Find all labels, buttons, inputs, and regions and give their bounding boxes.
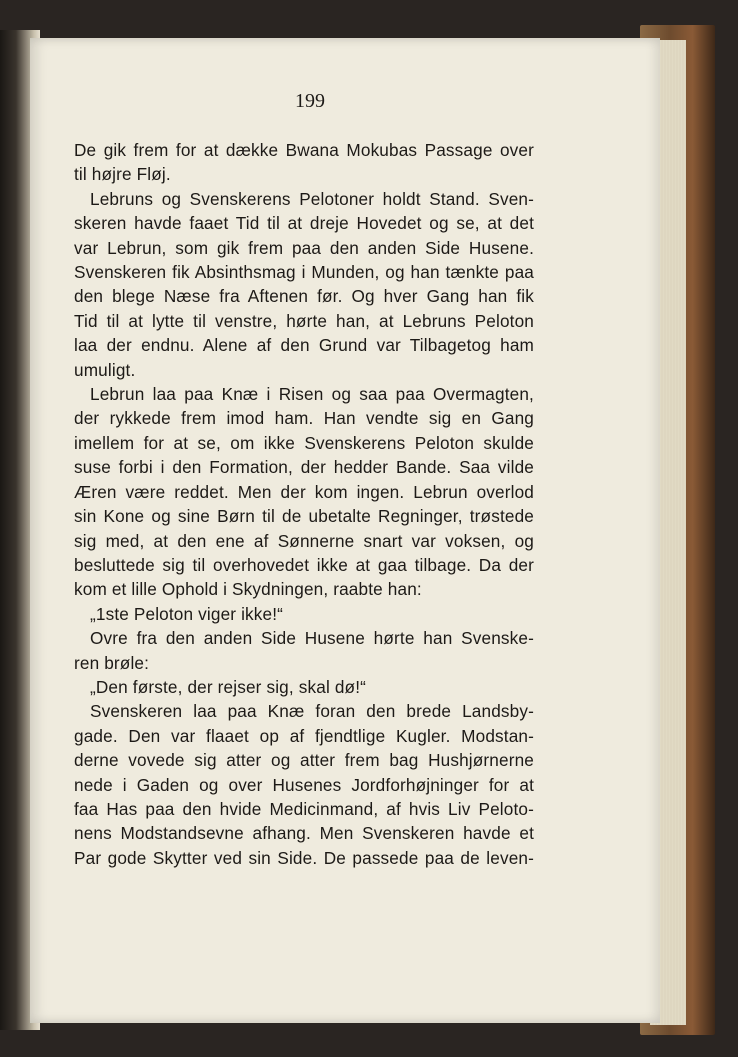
body-text [74,138,534,870]
text-line: kom et lille Ophold i Skydningen, raabte han: [74,579,422,600]
text-line: den blege Næse fra Aftenen før. Og hver Gang han fik [74,286,534,307]
text-line: De gik frem for at dække Bwana Mokubas Passage over [74,140,534,160]
text-line: Æren være reddet. Men der kom ingen. Lebrun overlod [74,481,534,502]
text-line: „1ste Peloton viger ikke!“ [90,603,284,624]
text-line: „Den første, der rejser sig, skal dø!“ [90,676,366,697]
text-line: sig med, at den ene af Sønnerne snart var voksen, og [74,530,534,551]
text-line: til højre Fløj. [74,164,171,185]
text-line: Par gode Skytter ved sin Side. De passede paa de leven- [74,847,534,868]
text-line: umuligt. [74,359,136,380]
text-line: Lebruns og Svenskerens Pelotoner holdt Stand. Sven- [90,188,534,209]
text-line: suse forbi i den Formation, der hedder Bande. Saa vilde [74,457,534,478]
text-line: der rykkede frem imod ham. Han vendte sig en Gang [74,408,534,429]
text-line: Svenskeren fik Absinthsmag i Munden, og han tænkte paa [74,262,534,283]
text-line: nede i Gaden og over Husenes Jordforhøjninger for at [74,774,534,795]
text-line: skeren havde faaet Tid til at dreje Hovedet og se, at det [74,213,534,234]
text-line: Ovre fra den anden Side Husene hørte han Svenske- [90,628,534,649]
text-line: derne vovede sig atter og atter frem bag Hushjørnerne [74,750,534,771]
text-line: faa Has paa den hvide Medicinmand, af hvis Liv Peloto- [74,798,534,819]
text-line: var Lebrun, som gik frem paa den anden Side Husene. [74,237,534,258]
text-line: ren brøle: [74,652,150,673]
text-line: Svenskeren laa paa Knæ foran den brede Landsby- [90,701,534,722]
book-page [30,38,660,1023]
text-line: sin Kone og sine Børn til de ubetalte Regninger, trøstede [74,506,534,527]
text-line: besluttede sig til overhovedet ikke at gaa tilbage. Da der [74,554,534,575]
text-line: Tid til at lytte til venstre, hørte han, at Lebruns Peloton [74,310,534,331]
text-line: gade. Den var flaaet op af fjendtlige Kugler. Modstan- [74,725,534,746]
text-line: laa der endnu. Alene af den Grund var Tilbagetog ham [74,335,534,356]
text-line: Lebrun laa paa Knæ i Risen og saa paa Overmagten, [90,384,534,405]
page-number: 199 [295,90,325,112]
text-line: nens Modstandsevne afhang. Men Svenskeren havde et [74,823,534,844]
text-line: imellem for at se, om ikke Svenskerens Peloton skulde [74,432,534,453]
